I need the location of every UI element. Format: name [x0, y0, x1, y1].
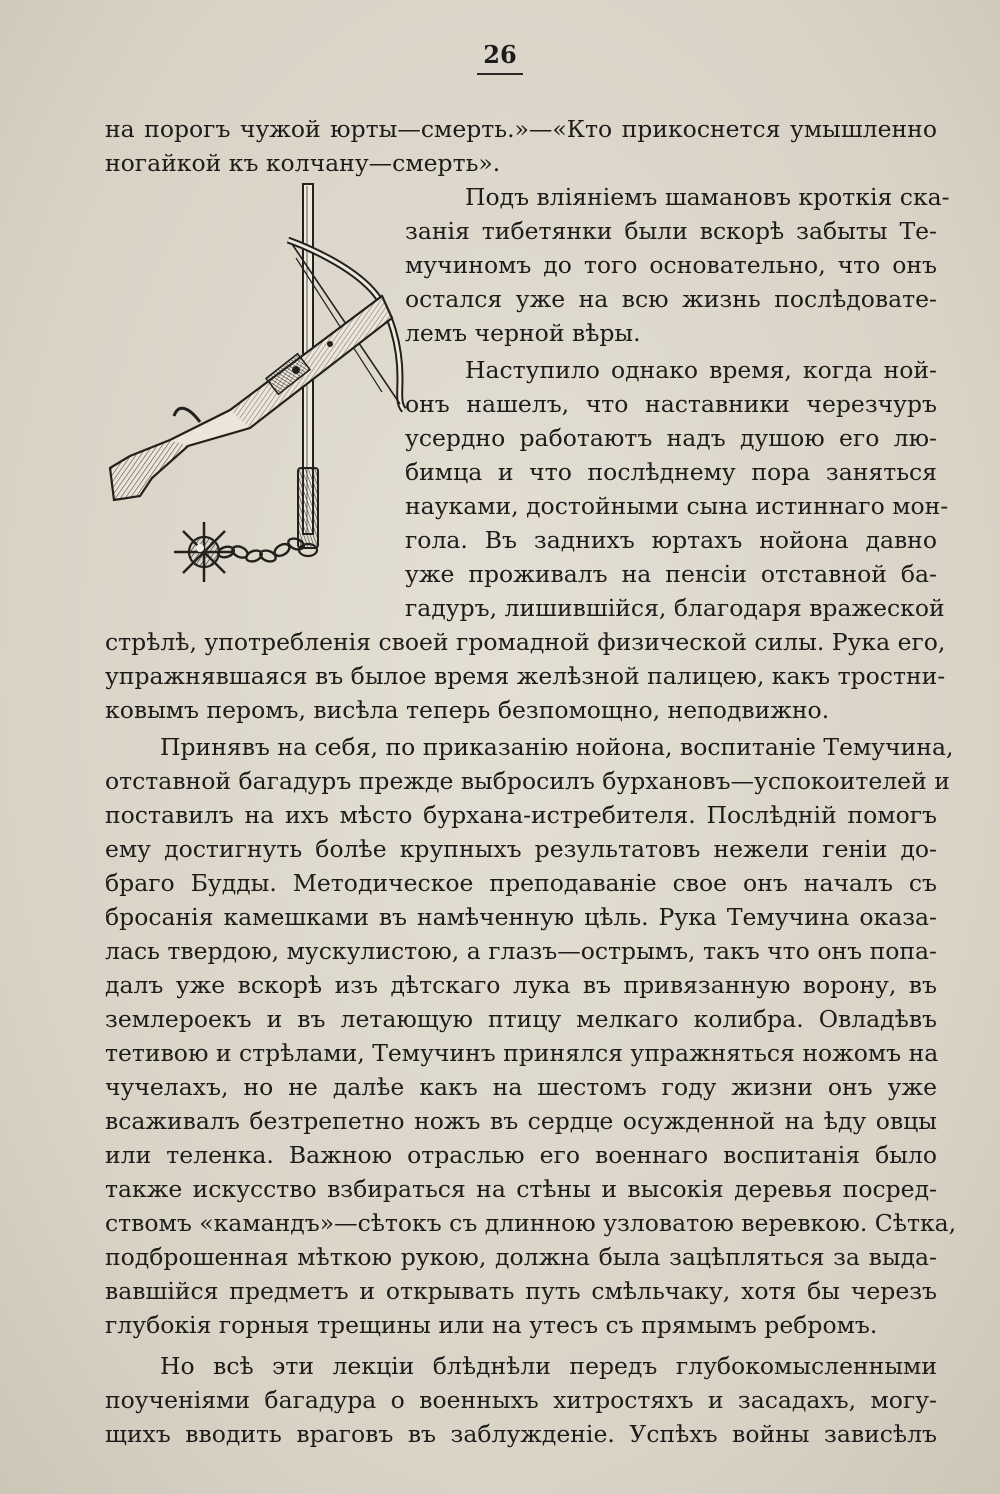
text-line: усердно работаютъ надъ душою его лю-	[405, 424, 937, 452]
text-line: Наступило однако время, когда ной-	[465, 356, 937, 384]
text-line: далъ уже вскорѣ изъ дѣтскаго лука въ привязанную ворону, въ	[105, 971, 937, 999]
text-line: упражнявшаяся въ былое время желѣзной палицею, какъ тростни-	[105, 662, 946, 690]
text-line: науками, достойными сына истиннаго мон-	[405, 492, 949, 520]
text-line: онъ нашелъ, что наставники черезчуръ	[405, 390, 937, 418]
text-line: ковымъ перомъ, висѣла теперь безпомощно, неподвижно.	[105, 696, 830, 724]
text-line: тетивою и стрѣлами, Темучинъ принялся упражняться ножомъ на	[105, 1039, 939, 1067]
text-line: чучелахъ, но не далѣе какъ на шестомъ году жизни онъ уже	[105, 1073, 937, 1101]
text-line: или теленка. Важною отраслью его военнаго воспитанія было	[105, 1141, 937, 1169]
text-line: гола. Въ заднихъ юртахъ нойона давно	[405, 526, 937, 554]
text-line: Принявъ на себя, по приказанію нойона, воспитаніе Темучина,	[160, 733, 954, 761]
text-line: стрѣлѣ, употребленія своей громадной физической силы. Рука его,	[105, 628, 946, 656]
text-line: всаживалъ безтрепетно ножъ въ сердце осужденной на ѣду овцы	[105, 1107, 937, 1135]
text-line: щихъ вводить враговъ въ заблужденіе. Успѣхъ войны зависѣлъ	[105, 1420, 937, 1448]
text-line: остался уже на всю жизнь послѣдовате-	[405, 285, 937, 313]
text-line: Подъ вліяніемъ шамановъ кроткія ска-	[465, 183, 950, 211]
text-line: ногайкой къ колчану—смерть».	[105, 149, 501, 177]
text-line: ему достигнуть болѣе крупныхъ результатовъ нежели геніи до-	[105, 835, 937, 863]
text-line: вавшійся предметъ и открывать путь смѣльчаку, хотя бы черезъ	[105, 1277, 937, 1305]
text-line: подброшенная мѣткою рукою, должна была зацѣпляться за выда-	[105, 1243, 937, 1271]
text-line: лемъ черной вѣры.	[405, 319, 641, 347]
text-line: бимца и что послѣднему пора заняться	[405, 458, 937, 486]
text-line: мучиномъ до того основательно, что онъ	[405, 251, 937, 279]
text-line: ствомъ «камандъ»—сѣтокъ съ длинною узловатою веревкою. Сѣтка,	[105, 1209, 957, 1237]
text-line: бросанія камешками въ намѣченную цѣль. Рука Темучина оказа-	[105, 903, 937, 931]
page-number-text: 26	[477, 40, 522, 75]
text-line: лась твердою, мускулистою, а глазъ—острымъ, такъ что онъ попа-	[105, 937, 937, 965]
text-line: также искусство взбираться на стѣны и высокія деревья посред-	[105, 1175, 937, 1203]
text-line: глубокія горныя трещины или на утесъ съ прямымъ ребромъ.	[105, 1311, 878, 1339]
text-line: занія тибетянки были вскорѣ забыты Те-	[405, 217, 937, 245]
text-line: гадуръ, лишившійся, благодаря вражеской	[405, 594, 945, 622]
text-line: отставной багадуръ прежде выбросилъ бурхановъ—успокоителей и	[105, 767, 950, 795]
text-line: Но всѣ эти лекціи блѣднѣли передъ глубокомысленными	[160, 1352, 937, 1380]
text-line: уже проживалъ на пенсіи отставной ба-	[405, 560, 937, 588]
text-line: поученіями багадура о военныхъ хитростяхъ и засадахъ, могу-	[105, 1386, 937, 1414]
text-line: на порогъ чужой юрты—смерть.»—«Кто прикоснется умышленно	[105, 115, 937, 143]
text-line: поставилъ на ихъ мѣсто бурхана-истребителя. Послѣдній помогъ	[105, 801, 937, 829]
text-line: браго Будды. Методическое преподаваніе свое онъ началъ съ	[105, 869, 937, 897]
text-line: землероекъ и въ летающую птицу мелкаго колибра. Овладѣвъ	[105, 1005, 937, 1033]
